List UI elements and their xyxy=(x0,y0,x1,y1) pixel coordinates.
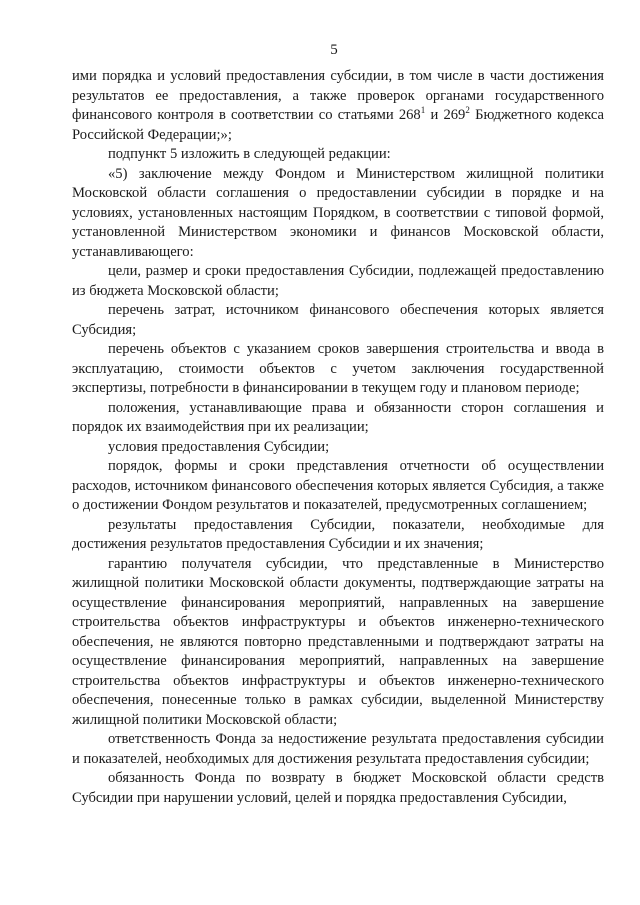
paragraph-3: «5) заключение между Фондом и Министерством жилищной политики Московской области соглашения о предоставлении субсидии в порядке и на условиях, установленных настоящим Порядком, в соответствии с типовой формой, установленной Министерством экономики и финансов Московской области, устанавливающего: xyxy=(72,165,604,260)
paragraph-7: положения, устанавливающие права и обязанности сторон соглашения и порядок их взаимодействия при их реализации; xyxy=(72,399,604,435)
paragraph-1-mid: и 269 xyxy=(425,107,466,123)
paragraph-1 xyxy=(72,67,604,145)
paragraph-1-text: ими порядка и условий предоставления субсидии, в том числе в части достижения результатов ее предоставления, а также проверок органами государственного финансового контроля в соответствии со статьями 268 xyxy=(72,68,604,123)
paragraph-4: цели, размер и сроки предоставления Субсидии, подлежащей предоставлению из бюджета Московской области; xyxy=(72,263,604,299)
paragraph-1-end: Бюджетного кодекса Российской Федерации;»; xyxy=(72,107,604,143)
paragraph-11: гарантию получателя субсидии, что представленные в Министерство жилищной политики Московской области документы, подтверждающие затраты на осуществление финансирования мероприятий, направленных на завершение строительства объектов инфраструктуры и объектов инженерно-технического обеспечения, не являются повторно представленными и подтверждают затраты на осуществление финансирования мероприятий, направленных на завершение строительства объектов инфраструктуры и объектов инженерно-технического обеспечения, понесенные только в рамках субсидии, выделенной Министерству жилищной политики Московской области; xyxy=(72,555,604,728)
paragraph-12: ответственность Фонда за недостижение результата предоставления субсидии и показателей, необходимых для достижения результата предоставления субсидии; xyxy=(72,731,604,767)
paragraph-9: порядок, формы и сроки представления отчетности об осуществлении расходов, источником финансового обеспечения которых является Субсидия, а также о достижении Фондом результатов и показателей, предусмотренных соглашением; xyxy=(72,458,604,513)
paragraph-5: перечень затрат, источником финансового обеспечения которых является Субсидия; xyxy=(72,302,604,338)
document-page xyxy=(72,40,604,808)
paragraph-13: обязанность Фонда по возврату в бюджет Московской области средств Субсидии при нарушении условий, целей и порядка предоставления Субсидии, xyxy=(72,770,604,806)
footnote-sup-2: 2 xyxy=(465,105,470,116)
footnote-sup-1: 1 xyxy=(420,105,426,116)
paragraph-6: перечень объектов с указанием сроков завершения строительства и ввода в эксплуатацию, стоимости объектов с учетом заключения государственной экспертизы, потребности в финансировании в текущем году и плановом периоде; xyxy=(72,341,604,396)
paragraph-10: результаты предоставления Субсидии, показатели, необходимые для достижения результатов предоставления Субсидии и их значения; xyxy=(72,516,604,552)
paragraph-2: подпункт 5 изложить в следующей редакции: xyxy=(108,146,391,162)
paragraph-8: условия предоставления Субсидии; xyxy=(108,438,330,455)
page-number: 5 xyxy=(330,42,338,58)
